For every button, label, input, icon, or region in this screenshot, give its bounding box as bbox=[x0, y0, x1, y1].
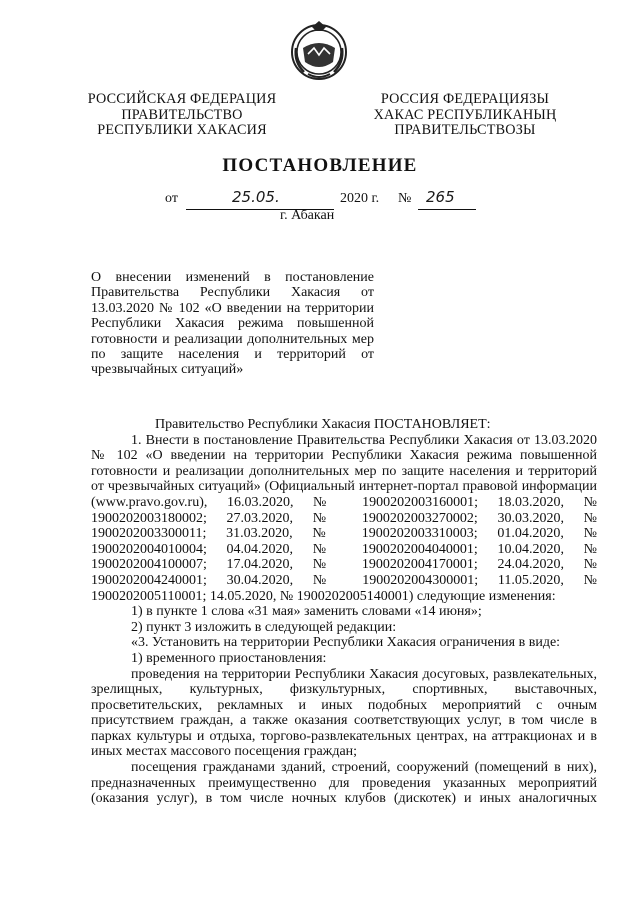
subject-block bbox=[91, 270, 374, 378]
left-header-line-2: ПРАВИТЕЛЬСТВО bbox=[121, 106, 243, 123]
paragraph-1: 1. Внести в постановление Правительства Республики Хакасия от 13.03.2020 № 102 «О введении на территории Республики Хакасия режима повышенной готовности и реализации дополнительных мер по защите населения и территорий от чрезвычайных ситуаций» (Официальный интернет-портал правовой информации (www.pravo.gov.ru), 16.03.2020, № 1900202003160001; 18.03.2020, № 1900202003180002; 27.03.2020, № 1900202003270002; 30.03.2020, № 1900202003300011; 31.03.2020, № 1900202003310003; 01.04.2020, № 1900202004010004; 04.04.2020, № 1900202004040001; 10.04.2020, № 1900202004100007; 17.04.2020, № 1900202004170001; 24.04.2020, № 1900202004240001; 30.04.2020, № 1900202004300001; 11.05.2020, № 1900202005110001; 14.05.2020, № 1900202005140001) следующие изменения: bbox=[91, 432, 597, 604]
city-name: г. Абакан bbox=[280, 208, 335, 223]
handwritten-date: 25.05. bbox=[232, 188, 280, 206]
year-text: 2020 г. bbox=[340, 191, 380, 206]
document-body bbox=[91, 417, 597, 807]
subject-text: О внесении изменений в постановление Правительства Республики Хакасия от 13.03.2020 № 102 «О введении на территории Республики Хакасия режима повышенной готовности и реализации дополнительных мер по защите населения и территорий от чрезвычайных ситуаций» bbox=[91, 270, 374, 378]
handwritten-number: 265 bbox=[426, 188, 455, 206]
paragraph-events: проведения на территории Республики Хакасия досуговых, развлекательных, зрелищных, культурных, физкультурных, спортивных, выставочных, просветительских, рекламных и иных подобных мероприятий с очным присутствием граждан, а также оказания соответствующих услуг, в том числе в парках культуры и отдыха, торгово-развлекательных центрах, на аттракционах и в иных местах массового посещения граждан; bbox=[91, 666, 597, 760]
paragraph-premises: посещения гражданами зданий, строений, сооружений (помещений в них), предназначенных преимущественно для проведения указанных мероприятий (оказания услуг), в том числе ночных клубов (дискотек) и иных аналогичных bbox=[91, 760, 597, 807]
number-label: № bbox=[398, 191, 412, 206]
date-prefix: от bbox=[165, 191, 178, 206]
document-title: ПОСТАНОВЛЕНИЕ bbox=[222, 155, 418, 176]
subparagraph-2: 2) пункт 3 изложить в следующей редакции: bbox=[131, 619, 397, 635]
right-header-block bbox=[355, 92, 575, 139]
coat-of-arms-emblem bbox=[286, 18, 352, 84]
left-header-line-3: РЕСПУБЛИКИ ХАКАСИЯ bbox=[97, 122, 267, 138]
resolves-line: Правительство Республики Хакасия ПОСТАНОВЛЯЕТ: bbox=[155, 417, 491, 432]
right-header-line-2: ХАКАС РЕСПУБЛИКАНЫҢ bbox=[373, 106, 557, 123]
paragraph-3: «3. Установить на территории Республики Хакасия ограничения в виде: bbox=[131, 635, 561, 651]
left-header-block bbox=[72, 92, 292, 139]
subparagraph-1: 1) в пункте 1 слова «31 мая» заменить словами «14 июня»; bbox=[131, 604, 482, 620]
paragraph-3-item-1: 1) временного приостановления: bbox=[131, 650, 327, 666]
right-header-line-3: ПРАВИТЕЛЬСТВОЗЫ bbox=[394, 122, 536, 138]
left-header-line-1: РОССИЙСКАЯ ФЕДЕРАЦИЯ bbox=[87, 91, 277, 107]
right-header-line-1: РОССИЯ ФЕДЕРАЦИЯЗЫ bbox=[380, 91, 550, 107]
